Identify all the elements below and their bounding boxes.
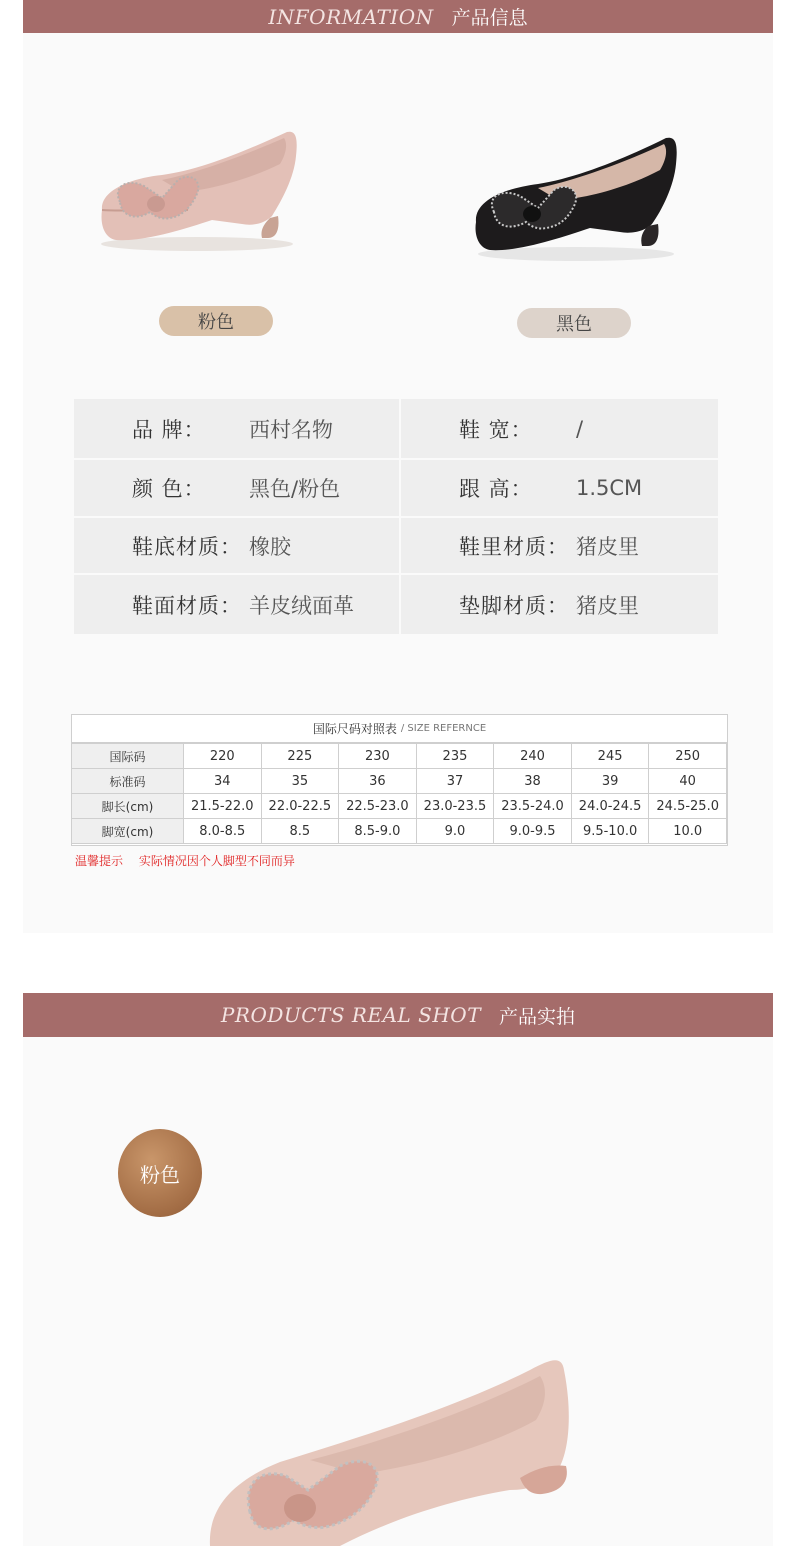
info-banner-zh: 产品信息	[451, 7, 528, 29]
size-cell: 220	[184, 744, 262, 769]
size-row-header: 标准码	[72, 769, 184, 794]
info-banner-en: INFORMATION	[268, 4, 434, 29]
size-cell: 23.5-24.0	[494, 794, 572, 819]
size-row	[72, 794, 727, 819]
size-cell: 240	[494, 744, 572, 769]
spec-label: 垫脚材质：	[459, 593, 569, 618]
spec-value: 西村名物	[249, 417, 333, 442]
size-row-header: 脚宽(cm)	[72, 819, 184, 844]
spec-insole-material	[401, 575, 718, 634]
fit-note	[75, 852, 295, 869]
size-table-title-en: / SIZE REFERNCE	[400, 723, 487, 734]
fit-note-text: 实际情况因个人脚型不同而异	[138, 854, 295, 868]
spec-value: 猪皮里	[576, 593, 639, 618]
shot-banner-zh: 产品实拍	[499, 1005, 576, 1028]
size-cell: 8.0-8.5	[184, 819, 262, 844]
size-row-header: 脚长(cm)	[72, 794, 184, 819]
size-cell: 250	[649, 744, 727, 769]
variant-pill-black[interactable]: 黑色	[517, 308, 631, 338]
size-cell: 9.0	[416, 819, 494, 844]
size-cell: 40	[649, 769, 727, 794]
spec-value: 羊皮绒面革	[249, 593, 354, 618]
info-banner	[23, 0, 773, 33]
size-cell: 9.5-10.0	[571, 819, 649, 844]
size-cell: 235	[416, 744, 494, 769]
size-cell: 24.0-24.5	[571, 794, 649, 819]
size-cell: 39	[571, 769, 649, 794]
spec-value: 猪皮里	[576, 534, 639, 559]
shot-banner-en: PRODUCTS REAL SHOT	[220, 1003, 482, 1027]
spec-label: 品 牌：	[132, 417, 206, 442]
size-cell: 9.0-9.5	[494, 819, 572, 844]
spec-table	[74, 399, 718, 636]
pink-shoe-image	[92, 120, 304, 260]
spec-heel-height	[401, 460, 718, 516]
spec-lining-material	[401, 518, 718, 573]
fit-note-title: 温馨提示	[75, 854, 124, 868]
size-cell: 230	[339, 744, 417, 769]
spec-label: 跟 高：	[459, 477, 533, 501]
size-cell: 10.0	[649, 819, 727, 844]
pink-shoe-closeup-image	[190, 1350, 590, 1546]
size-table-title-zh: 国际尺码对照表	[312, 722, 397, 736]
size-cell: 35	[261, 769, 339, 794]
spec-label: 鞋底材质：	[132, 534, 242, 559]
spec-upper-material	[74, 575, 399, 634]
size-cell: 24.5-25.0	[649, 794, 727, 819]
spec-value: 橡胶	[249, 534, 291, 559]
size-cell: 8.5	[261, 819, 339, 844]
size-cell: 36	[339, 769, 417, 794]
spec-value: /	[576, 416, 584, 441]
size-cell: 225	[261, 744, 339, 769]
size-row	[72, 744, 727, 769]
size-cell: 34	[184, 769, 262, 794]
spec-width	[401, 399, 718, 458]
size-cell: 23.0-23.5	[416, 794, 494, 819]
size-cell: 21.5-22.0	[184, 794, 262, 819]
size-row-header: 国际码	[72, 744, 184, 769]
spec-brand	[74, 399, 399, 458]
size-row	[72, 769, 727, 794]
spec-sole-material	[74, 518, 399, 573]
spec-label: 鞋里材质：	[459, 534, 569, 559]
shot-banner	[23, 993, 773, 1037]
size-cell: 22.5-23.0	[339, 794, 417, 819]
size-cell: 38	[494, 769, 572, 794]
size-cell: 245	[571, 744, 649, 769]
spec-value: 1.5CM	[576, 476, 643, 500]
size-cell: 37	[416, 769, 494, 794]
spec-value: 黑色/粉色	[249, 477, 341, 501]
spec-label: 鞋 宽：	[459, 417, 533, 442]
black-shoe-image	[466, 126, 686, 266]
size-cell: 8.5-9.0	[339, 819, 417, 844]
size-row	[72, 819, 727, 844]
spec-label: 颜 色：	[132, 477, 206, 501]
shot-color-badge: 粉色	[118, 1129, 202, 1217]
spec-color	[74, 460, 399, 516]
size-reference-table	[71, 714, 728, 846]
size-grid	[71, 743, 727, 844]
spec-label: 鞋面材质：	[132, 593, 242, 618]
size-table-title	[72, 715, 727, 743]
variant-pill-pink[interactable]: 粉色	[159, 306, 273, 336]
size-cell: 22.0-22.5	[261, 794, 339, 819]
